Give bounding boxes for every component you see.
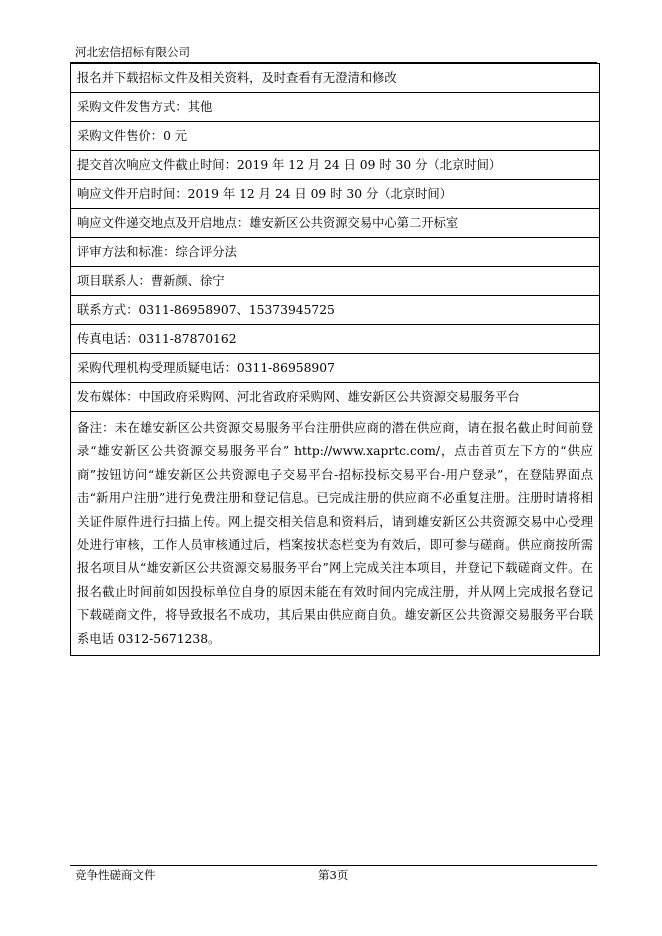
row-opening-time: 响应文件开启时间：2019 年 12 月 24 日 09 时 30 分（北京时间）	[71, 180, 600, 209]
table-row	[71, 151, 600, 180]
table-row	[71, 412, 600, 656]
row-media: 发布媒体：中国政府采购网、河北省政府采购网、雄安新区公共资源交易服务平台	[71, 383, 600, 412]
table-row	[71, 296, 600, 325]
row-price: 采购文件售价：0 元	[71, 122, 600, 151]
row-notes: 备注：未在雄安新区公共资源交易服务平台注册供应商的潜在供应商，请在报名截止时间前登录“雄安新区公共资源交易服务平台” http://www.xaprtc.com/，点击首页左下方的“供应商”按钮访问“雄安新区公共资源电子交易平台-招标投标交易平台-用户登录”，在登陆界面点击“新用户注册”进行免费注册和登记信息。已完成注册的供应商不必重复注册。注册时请将相关证件原件进行扫描上传。网上提交相关信息和资料后，请到雄安新区公共资源交易中心受理处进行审核，工作人员审核通过后，档案按状态栏变为有效后，即可参与磋商。供应商按所需报名项目从“雄安新区公共资源交易服务平台”网上完成关注本项目，并登记下载磋商文件。在报名截止时间前如因投标单位自身的原因未能在有效时间内完成注册，并从网上完成报名登记下载磋商文件，将导致报名不成功，其后果由供应商自负。雄安新区公共资源交易服务平台联系电话 0312-5671238。	[71, 412, 600, 656]
table-row	[71, 383, 600, 412]
table-row	[71, 64, 600, 93]
table-row	[71, 93, 600, 122]
row-deadline: 提交首次响应文件截止时间：2019 年 12 月 24 日 09 时 30 分（北京时间）	[71, 151, 600, 180]
table-row	[71, 354, 600, 383]
row-fax: 传真电话：0311-87870162	[71, 325, 600, 354]
row-complaint-phone: 采购代理机构受理质疑电话：0311-86958907	[71, 354, 600, 383]
header-company: 河北宏信招标有限公司	[75, 45, 190, 59]
row-contact-phone: 联系方式：0311-86958907、15373945725	[71, 296, 600, 325]
info-table	[70, 63, 600, 656]
row-sale-method: 采购文件发售方式：其他	[71, 93, 600, 122]
row-location: 响应文件递交地点及开启地点：雄安新区公共资源交易中心第二开标室	[71, 209, 600, 238]
table-row	[71, 122, 600, 151]
row-evaluation: 评审方法和标准：综合评分法	[71, 238, 600, 267]
table-row	[71, 209, 600, 238]
table-row	[71, 267, 600, 296]
table-row	[71, 180, 600, 209]
table-row	[71, 238, 600, 267]
footer-rule	[70, 865, 597, 866]
row-registration: 报名并下载招标文件及相关资料，及时查看有无澄清和修改	[71, 64, 600, 93]
footer-page-number: 第3页	[318, 868, 349, 882]
table-row	[71, 325, 600, 354]
footer-doc-name: 竞争性磋商文件	[75, 868, 156, 882]
row-contact-person: 项目联系人：曹新颜、徐宁	[71, 267, 600, 296]
